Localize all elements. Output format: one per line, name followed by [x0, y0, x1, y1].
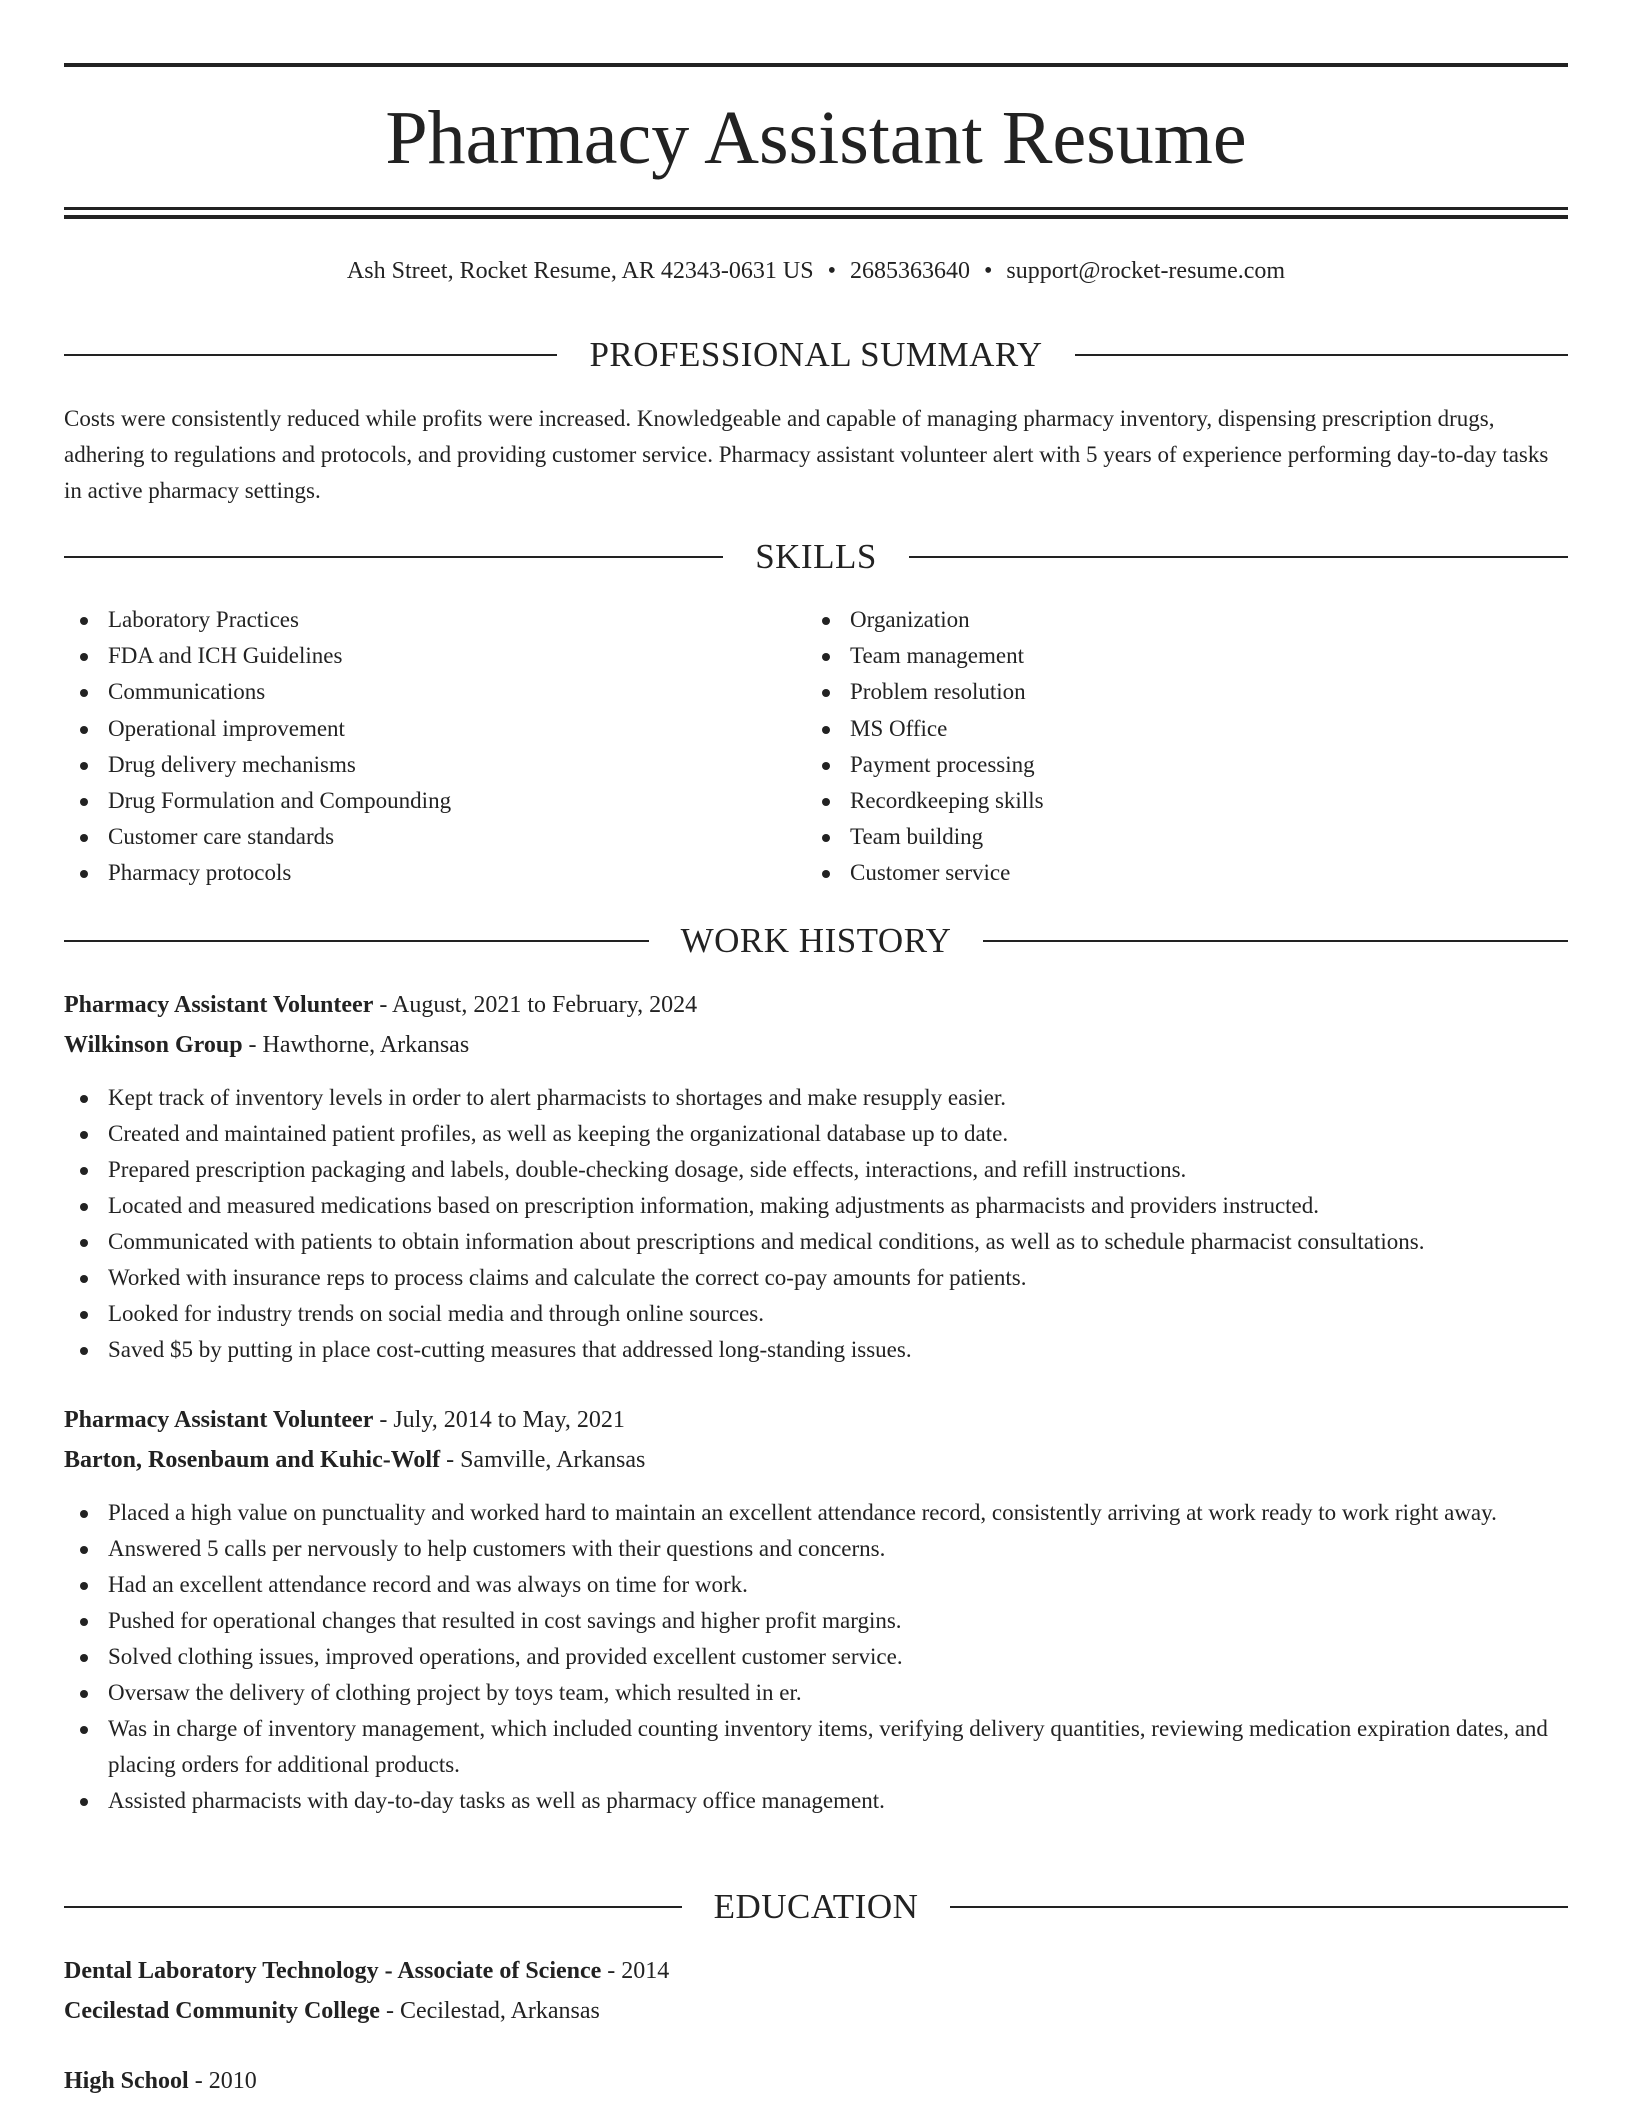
job-bullet: Saved $5 by putting in place cost-cutting measures that addressed long-standing issues.	[64, 1332, 1568, 1368]
job-bullet: Communicated with patients to obtain information about prescriptions and medical conditions, as well as to schedule pharmacist consultations.	[64, 1224, 1568, 1260]
education-school-line	[64, 1991, 1568, 2031]
education-degree-line	[64, 1951, 1568, 1991]
job-bullet: Placed a high value on punctuality and worked hard to maintain an excellent attendance record, consistently arriving at work ready to work right away.	[64, 1495, 1568, 1531]
section-title: WORK HISTORY	[680, 921, 952, 960]
section-rule	[1075, 354, 1568, 356]
resume-title: Pharmacy Assistant Resume	[385, 96, 1247, 180]
skill-item: Pharmacy protocols	[64, 855, 764, 891]
education-school: Cecilestad Community College	[64, 1998, 380, 2024]
skill-item: Laboratory Practices	[64, 602, 764, 638]
section-rule	[909, 556, 1568, 558]
skill-item: Team building	[806, 819, 1506, 855]
section-rule	[64, 1906, 682, 1908]
job-title-line	[64, 985, 1568, 1025]
education-location: - Cecilestad, Arkansas	[379, 1998, 600, 2024]
contact-separator: •	[983, 258, 993, 284]
job-bullet: Prepared prescription packaging and labels, double-checking dosage, side effects, interactions, and refill instructions.	[64, 1152, 1568, 1188]
section-header-education	[64, 1884, 1568, 1930]
section-title: EDUCATION	[713, 1887, 919, 1926]
job-dates: - July, 2014 to May, 2021	[373, 1407, 625, 1433]
section-header-summary	[64, 332, 1568, 378]
skill-item: Team management	[806, 638, 1506, 674]
section-title: SKILLS	[755, 537, 877, 576]
skill-item: Payment processing	[806, 747, 1506, 783]
job-company: Barton, Rosenbaum and Kuhic-Wolf	[64, 1447, 441, 1473]
section-title: PROFESSIONAL SUMMARY	[589, 335, 1043, 374]
job-bullet: Had an excellent attendance record and was always on time for work.	[64, 1567, 1568, 1603]
job-location: - Samville, Arkansas	[440, 1447, 646, 1473]
job-dates: - August, 2021 to February, 2024	[373, 992, 698, 1018]
section-rule	[64, 556, 723, 558]
job-bullet: Answered 5 calls per nervously to help customers with their questions and concerns.	[64, 1531, 1568, 1567]
job-bullet: Oversaw the delivery of clothing project by toys team, which resulted in er.	[64, 1675, 1568, 1711]
education-degree: High School	[64, 2068, 189, 2094]
job-bullets	[64, 1080, 1568, 1368]
title-rule-lower	[64, 215, 1568, 219]
job-company: Wilkinson Group	[64, 1032, 243, 1058]
contact-email: support@rocket-resume.com	[1006, 258, 1286, 284]
job-bullets	[64, 1495, 1568, 1819]
skill-item: Drug Formulation and Compounding	[64, 783, 764, 819]
job-company-line	[64, 1440, 1568, 1480]
job-bullet: Solved clothing issues, improved operations, and provided excellent customer service.	[64, 1639, 1568, 1675]
section-rule	[983, 940, 1568, 942]
job-bullet: Was in charge of inventory management, which included counting inventory items, verifying delivery quantities, reviewing medication expiration dates, and placing orders for additional products.	[64, 1711, 1568, 1783]
section-header-skills	[64, 534, 1568, 580]
education-year: - 2010	[188, 2068, 257, 2094]
job-title: Pharmacy Assistant Volunteer	[64, 1407, 374, 1433]
section-header-work	[64, 918, 1568, 964]
job-title: Pharmacy Assistant Volunteer	[64, 992, 374, 1018]
skill-item: Drug delivery mechanisms	[64, 747, 764, 783]
skills-list-right	[806, 602, 1506, 892]
contact-separator: •	[827, 258, 836, 284]
skill-item: Customer care standards	[64, 819, 764, 855]
section-rule	[64, 354, 557, 356]
job-bullet: Pushed for operational changes that resulted in cost savings and higher profit margins.	[64, 1603, 1568, 1639]
job-bullet: Kept track of inventory levels in order to alert pharmacists to shortages and make resupply easier.	[64, 1080, 1568, 1116]
skills-list-left	[64, 602, 764, 892]
job-location: - Hawthorne, Arkansas	[242, 1032, 470, 1058]
skill-item: Operational improvement	[64, 711, 764, 747]
education-degree-line	[64, 2061, 1568, 2101]
top-rule	[64, 63, 1568, 67]
job-bullet: Located and measured medications based on prescription information, making adjustments as pharmacists and providers instructed.	[64, 1188, 1568, 1224]
summary-text: Costs were consistently reduced while profits were increased. Knowledgeable and capable of managing pharmacy inventory, dispensing prescription drugs, adhering to regulations and protocols, and providing customer service. Pharmacy assistant volunteer alert with 5 years of experience performing day-to-day tasks in active pharmacy settings.	[64, 406, 1549, 503]
education-year: - 2014	[601, 1958, 670, 1984]
job-bullet: Looked for industry trends on social media and through online sources.	[64, 1296, 1568, 1332]
job-bullet: Created and maintained patient profiles, as well as keeping the organizational database up to date.	[64, 1116, 1568, 1152]
job-company-line	[64, 1025, 1568, 1065]
job-bullet: Assisted pharmacists with day-to-day tasks as well as pharmacy office management.	[64, 1783, 1568, 1819]
contact-address: Ash Street, Rocket Resume, AR 42343-0631 US	[346, 258, 814, 284]
job-bullet: Worked with insurance reps to process claims and calculate the correct co-pay amounts for patients.	[64, 1260, 1568, 1296]
job-title-line	[64, 1400, 1568, 1440]
contact-line	[64, 254, 1568, 288]
section-rule	[64, 940, 649, 942]
skill-item: Problem resolution	[806, 674, 1506, 710]
skill-item: FDA and ICH Guidelines	[64, 638, 764, 674]
contact-phone: 2685363640	[849, 258, 970, 284]
skill-item: Recordkeeping skills	[806, 783, 1506, 819]
skill-item: MS Office	[806, 711, 1506, 747]
skill-item: Communications	[64, 674, 764, 710]
section-rule	[950, 1906, 1568, 1908]
skill-item: Organization	[806, 602, 1506, 638]
title-rule-upper	[64, 207, 1568, 210]
education-degree: Dental Laboratory Technology - Associate of Science	[64, 1958, 602, 1984]
skill-item: Customer service	[806, 855, 1506, 891]
